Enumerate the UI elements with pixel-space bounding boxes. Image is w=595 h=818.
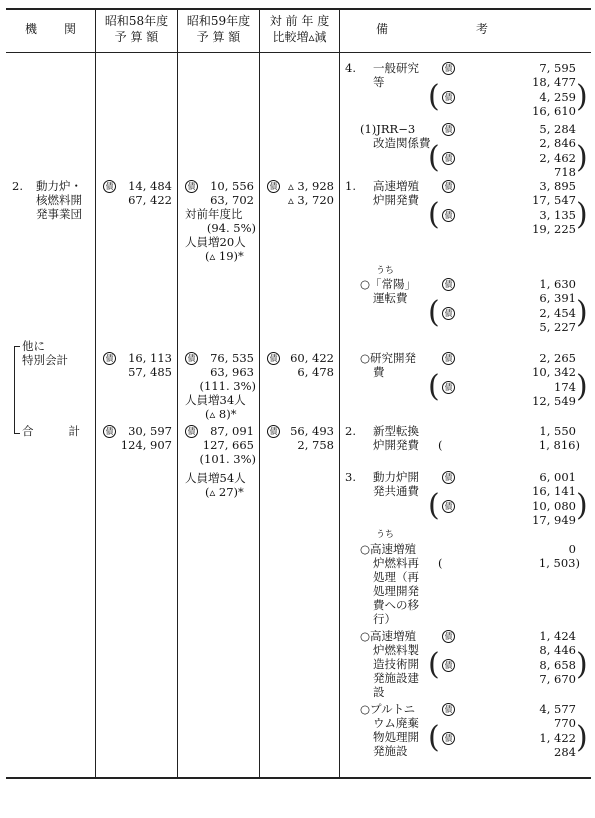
header-fy58-line2: 予 算 額 (114, 30, 159, 44)
agency-name-2: 核燃料開 (36, 193, 82, 207)
left-paren: ( (428, 79, 440, 114)
jrr-value: 718 (554, 165, 576, 179)
left-paren: ( (428, 295, 440, 330)
fbr-number: 1. (345, 179, 356, 193)
fab-label-1: ○高速増殖 (360, 629, 417, 643)
joyo-value: 5, 227 (539, 320, 576, 334)
sec4-value: 18, 477 (532, 75, 576, 89)
total-ratio: (101. 3%) (199, 452, 256, 466)
bond-mark-icon: 債 (442, 659, 455, 672)
sec4-value: 4, 259 (539, 90, 576, 104)
repro-label-2: 炉燃料再 (373, 556, 419, 570)
table-top-rule (6, 8, 591, 10)
fbr-label-1: 高速増殖 (373, 179, 419, 193)
repro-value: 1, 503) (538, 556, 580, 570)
bond-mark-icon: 債 (103, 425, 116, 438)
jrr-value: 2, 462 (539, 151, 576, 165)
left-paren: ( (428, 140, 440, 175)
header-agency: 機 関 (24, 22, 77, 36)
fbr-value: 17, 547 (532, 193, 576, 207)
header-fy59-line2: 予 算 額 (196, 30, 241, 44)
total-staff: 人員増54人 (185, 471, 246, 485)
other-fy59-value: 76, 535 (210, 351, 254, 365)
right-paren: ) (576, 197, 588, 232)
bond-mark-icon: 債 (442, 630, 455, 643)
agency-ratio-label: 対前年度比 (185, 207, 243, 221)
right-paren: ) (576, 140, 588, 175)
bond-mark-icon: 債 (442, 180, 455, 193)
fab-value: 1, 424 (539, 629, 576, 643)
atr-label-1: 新型転換 (373, 424, 419, 438)
jrr-value: 2, 846 (539, 136, 576, 150)
pu-label-3: 物処理開 (373, 730, 419, 744)
bond-mark-icon: 債 (442, 91, 455, 104)
agency-staff-delta: (▵ 19)* (205, 249, 244, 263)
agency-number: 2. (12, 179, 23, 193)
other-staff-delta: (▵ 8)* (205, 407, 237, 421)
pu-label-1: ○プルトニ (360, 702, 416, 716)
jrr-label-1: (1)JRR−3 (360, 122, 416, 136)
repro-value: 0 (568, 542, 576, 556)
bond-mark-icon: 債 (442, 703, 455, 716)
fab-label-3: 造技術開 (373, 657, 419, 671)
column-rule-2 (177, 8, 178, 778)
common-value: 6, 001 (539, 470, 576, 484)
atr-value: 1, 550 (539, 424, 576, 438)
atr-number: 2. (345, 424, 356, 438)
right-paren: ) (576, 488, 588, 523)
total-diff-value: 2, 758 (297, 438, 334, 452)
sec4-label-2: 等 (373, 75, 385, 89)
research-label-1: ○研究開発 (360, 351, 417, 365)
fbr-label-2: 炉開発費 (373, 193, 419, 207)
left-paren: ( (428, 720, 440, 755)
agency-staff: 人員増20人 (185, 235, 246, 249)
right-paren: ) (576, 720, 588, 755)
sec4-number: 4. (345, 61, 356, 75)
fab-label-4: 発施設建 (373, 671, 419, 685)
header-remarks-a: 備 (375, 22, 388, 36)
sec4-label-1: 一般研究 (373, 61, 419, 75)
atr-label-2: 炉開発費 (373, 438, 419, 452)
pu-value: 284 (554, 745, 576, 759)
total-fy59-value: 127, 665 (202, 438, 254, 452)
repro-label-4: 処理開発 (373, 584, 419, 598)
other-staff: 人員増34人 (185, 393, 246, 407)
agency-fy58-value: 67, 422 (128, 193, 172, 207)
total-fy58-value: 30, 597 (128, 424, 172, 438)
agency-ratio: (94. 5%) (206, 221, 256, 235)
other-fy58-value: 57, 485 (128, 365, 172, 379)
common-value: 10, 080 (532, 499, 576, 513)
fbr-value: 3, 895 (539, 179, 576, 193)
right-paren: ) (576, 79, 588, 114)
total-fy59-value: 87, 091 (210, 424, 254, 438)
jrr-label-2: 改造関係費 (373, 136, 431, 150)
other-fy59-value: 63, 963 (210, 365, 254, 379)
bond-mark-icon: 債 (267, 352, 280, 365)
other-fy58-value: 16, 113 (128, 351, 172, 365)
left-paren: ( (428, 369, 440, 404)
left-paren-small: ( (438, 438, 443, 452)
bond-mark-icon: 債 (442, 352, 455, 365)
joyo-value: 1, 630 (539, 277, 576, 291)
agency-fy59-value: 10, 556 (210, 179, 254, 193)
total-staff-delta: (▵ 27)* (205, 485, 244, 499)
bond-mark-icon: 債 (442, 500, 455, 513)
total-bracket (14, 346, 20, 434)
bond-mark-icon: 債 (442, 62, 455, 75)
bond-mark-icon: 債 (442, 732, 455, 745)
right-paren: ) (576, 369, 588, 404)
bond-mark-icon: 債 (442, 381, 455, 394)
repro-label-1: ○高速増殖 (360, 542, 417, 556)
left-paren-small: ( (438, 556, 443, 570)
repro-label-3: 処理（再 (373, 570, 419, 584)
bond-mark-icon: 債 (267, 425, 280, 438)
right-paren: ) (576, 647, 588, 682)
pu-value: 1, 422 (539, 731, 576, 745)
other-ratio: (111. 3%) (199, 379, 256, 393)
joyo-value: 2, 454 (539, 306, 576, 320)
joyo-value: 6, 391 (539, 291, 576, 305)
fbr-value: 19, 225 (532, 222, 576, 236)
bond-mark-icon: 債 (185, 425, 198, 438)
uchi-note: うち (376, 530, 395, 540)
bond-mark-icon: 債 (442, 278, 455, 291)
uchi-note: うち (376, 266, 395, 276)
total-name: 合 計 (22, 424, 84, 438)
header-fy59-line1: 昭和59年度 (186, 14, 251, 28)
header-remarks-b: 考 (475, 22, 488, 36)
common-label-2: 発共通費 (373, 484, 419, 498)
table-bottom-rule (6, 777, 591, 779)
pu-label-2: ウム廃棄 (373, 716, 419, 730)
bond-mark-icon: 債 (267, 180, 280, 193)
left-paren: ( (428, 647, 440, 682)
fab-value: 8, 446 (539, 643, 576, 657)
fab-value: 8, 658 (539, 658, 576, 672)
header-bottom-rule (6, 52, 591, 53)
common-number: 3. (345, 470, 356, 484)
header-diff-line2: 比較増▵減 (272, 30, 327, 44)
bond-mark-icon: 債 (103, 180, 116, 193)
joyo-label-1: ○「常陽」 (360, 277, 417, 291)
pu-value: 4, 577 (539, 702, 576, 716)
fab-label-5: 設 (373, 685, 385, 699)
bond-mark-icon: 債 (442, 307, 455, 320)
left-paren: ( (428, 197, 440, 232)
research-value: 10, 342 (532, 365, 576, 379)
bond-mark-icon: 債 (442, 152, 455, 165)
repro-label-5: 費への移 (373, 598, 419, 612)
bond-mark-icon: 債 (103, 352, 116, 365)
bond-mark-icon: 債 (185, 352, 198, 365)
pu-label-4: 発施設 (373, 744, 408, 758)
header-diff-line1: 対 前 年 度 (269, 14, 330, 28)
common-label-1: 動力炉開 (373, 470, 419, 484)
bond-mark-icon: 債 (185, 180, 198, 193)
fab-value: 7, 670 (539, 672, 576, 686)
other-name-1: 他に (22, 339, 45, 353)
joyo-label-2: 運転費 (373, 291, 408, 305)
common-value: 17, 949 (532, 513, 576, 527)
agency-fy58-value: 14, 484 (128, 179, 172, 193)
agency-fy59-value: 63, 702 (210, 193, 254, 207)
header-fy58-line1: 昭和58年度 (104, 14, 169, 28)
repro-label-6: 行） (373, 612, 396, 626)
agency-diff-value: ▵ 3, 720 (287, 193, 334, 207)
total-diff-value: 56, 493 (290, 424, 334, 438)
jrr-value: 5, 284 (539, 122, 576, 136)
agency-diff-value: ▵ 3, 928 (287, 179, 334, 193)
bond-mark-icon: 債 (442, 209, 455, 222)
bond-mark-icon: 債 (442, 471, 455, 484)
sec4-value: 16, 610 (532, 104, 576, 118)
pu-value: 770 (554, 716, 576, 730)
agency-name-1: 動力炉・ (36, 179, 82, 193)
research-value: 12, 549 (532, 394, 576, 408)
common-value: 16, 141 (532, 484, 576, 498)
column-rule-3 (259, 8, 260, 778)
left-paren: ( (428, 488, 440, 523)
agency-name-3: 発事業団 (36, 207, 82, 221)
research-label-2: 費 (373, 365, 385, 379)
column-rule-4 (339, 8, 340, 778)
sec4-value: 7, 595 (539, 61, 576, 75)
atr-value: 1, 816) (538, 438, 580, 452)
fab-label-2: 炉燃料製 (373, 643, 419, 657)
research-value: 174 (554, 380, 576, 394)
total-fy58-value: 124, 907 (120, 438, 172, 452)
column-rule-1 (95, 8, 96, 778)
fbr-value: 3, 135 (539, 208, 576, 222)
other-diff-value: 6, 478 (297, 365, 334, 379)
other-diff-value: 60, 422 (290, 351, 334, 365)
other-name-2: 特別会計 (22, 353, 68, 367)
bond-mark-icon: 債 (442, 123, 455, 136)
right-paren: ) (576, 295, 588, 330)
research-value: 2, 265 (539, 351, 576, 365)
